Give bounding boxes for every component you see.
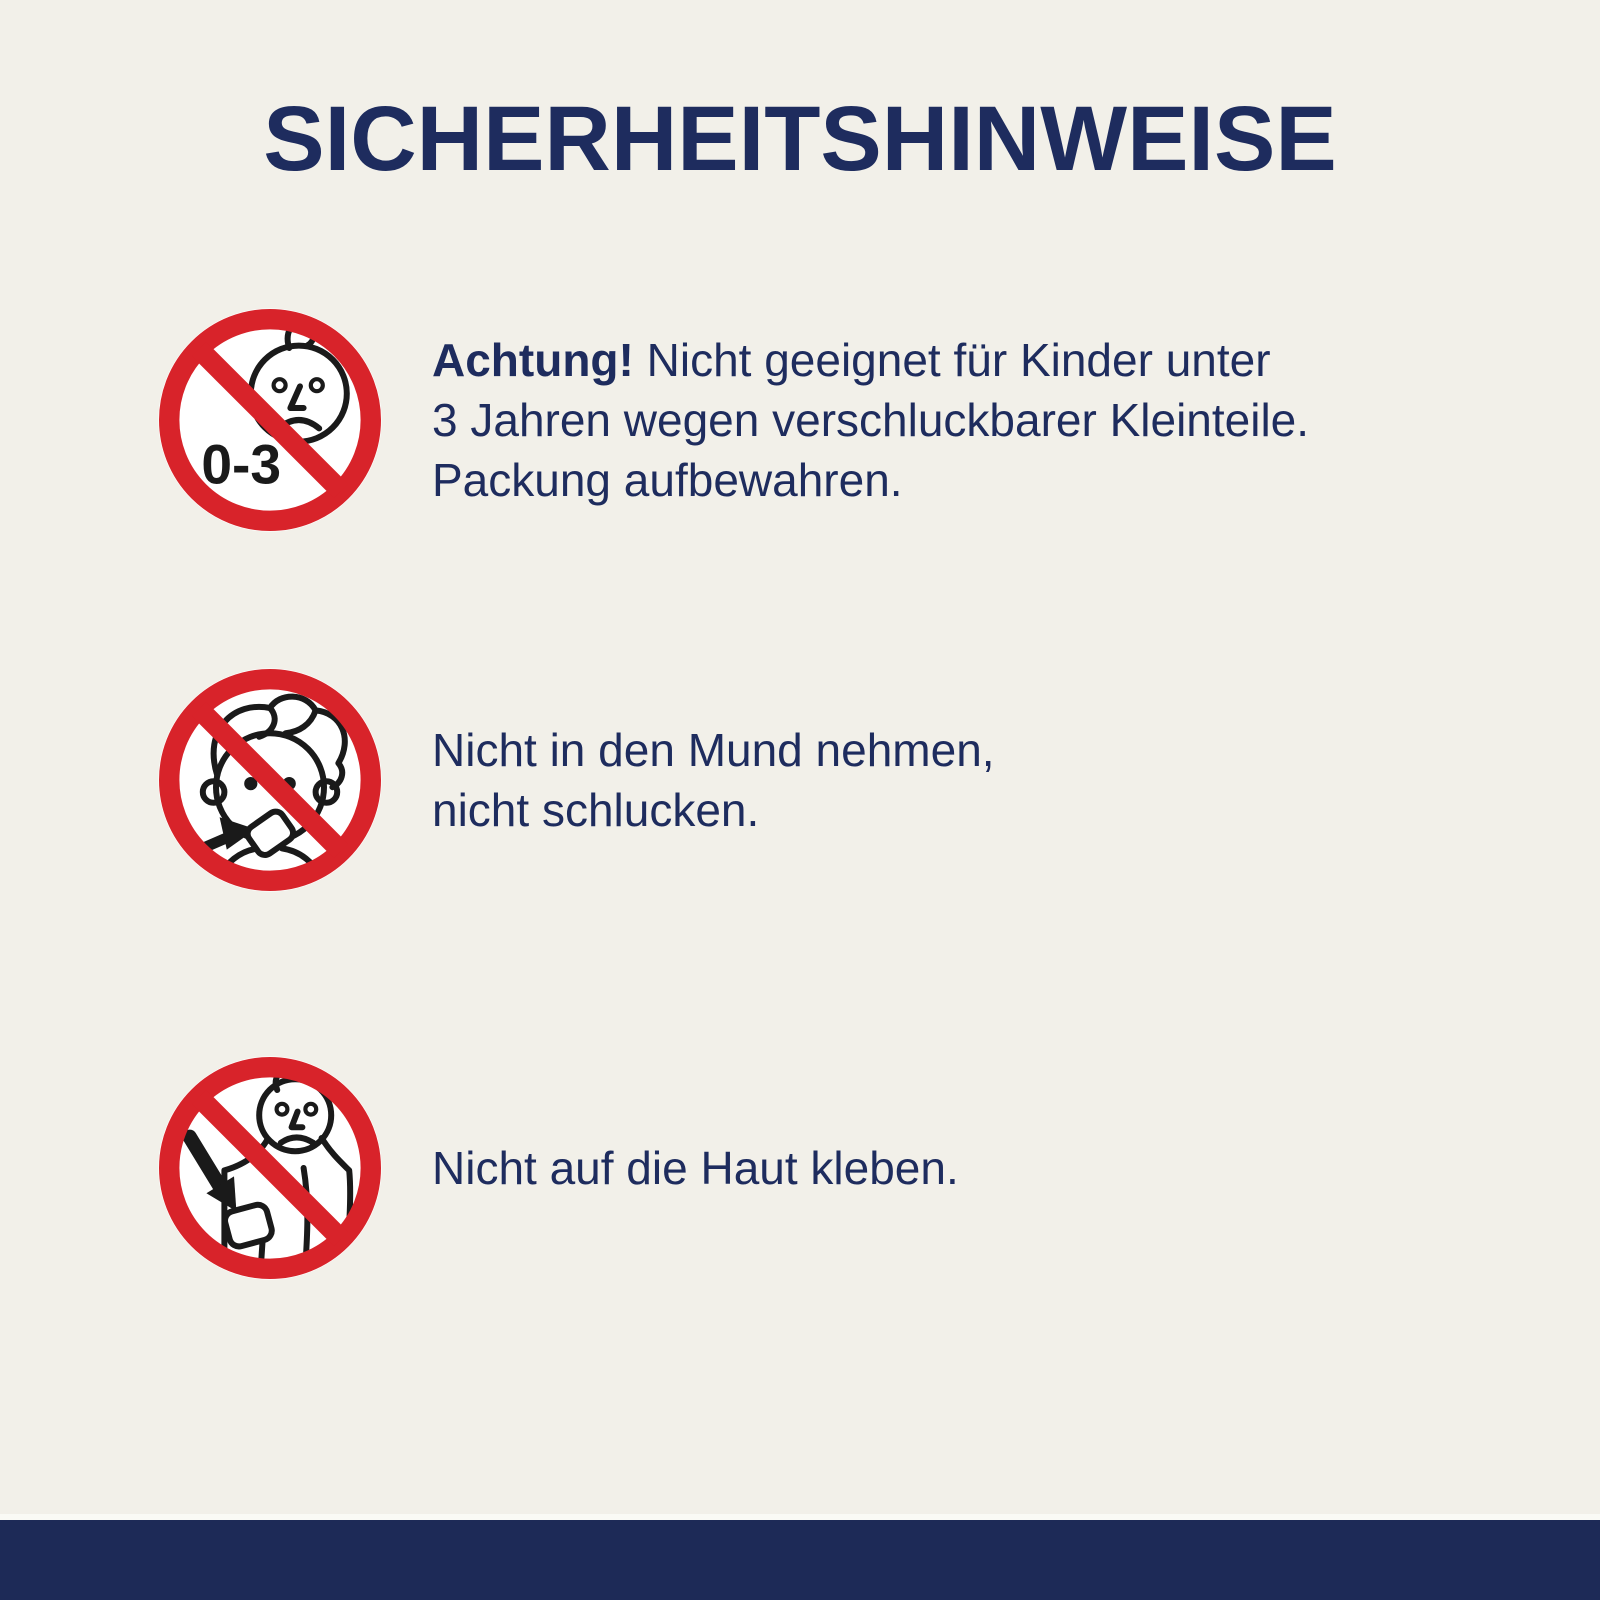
warning-row-age-restriction	[150, 300, 1309, 540]
warning-line: Achtung! Nicht geeignet für Kinder unter	[432, 334, 1271, 386]
do-not-stick-on-skin-icon	[150, 1048, 390, 1288]
warning-line: Nicht in den Mund nehmen,	[432, 724, 995, 776]
page-title: SICHERHEITSHINWEISE	[263, 88, 1337, 190]
warning-lead: Achtung!	[432, 334, 634, 386]
warning-line: Packung aufbewahren.	[432, 454, 903, 506]
warning-row-no-mouth	[150, 660, 995, 900]
age-range-label: 0-3	[201, 433, 282, 496]
warning-line: 3 Jahren wegen verschluckbarer Kleinteile.	[432, 394, 1310, 446]
no-children-under-3-icon	[150, 300, 390, 540]
warning-text-no-mouth	[432, 720, 995, 840]
warning-line: nicht schlucken.	[432, 784, 760, 836]
bottom-bar	[0, 1520, 1600, 1600]
warning-text-no-skin	[432, 1138, 959, 1198]
warning-row-no-skin	[150, 1048, 959, 1288]
do-not-put-in-mouth-icon	[150, 660, 390, 900]
warning-line: Nicht auf die Haut kleben.	[432, 1142, 959, 1194]
warning-text-age-restriction	[432, 330, 1309, 510]
